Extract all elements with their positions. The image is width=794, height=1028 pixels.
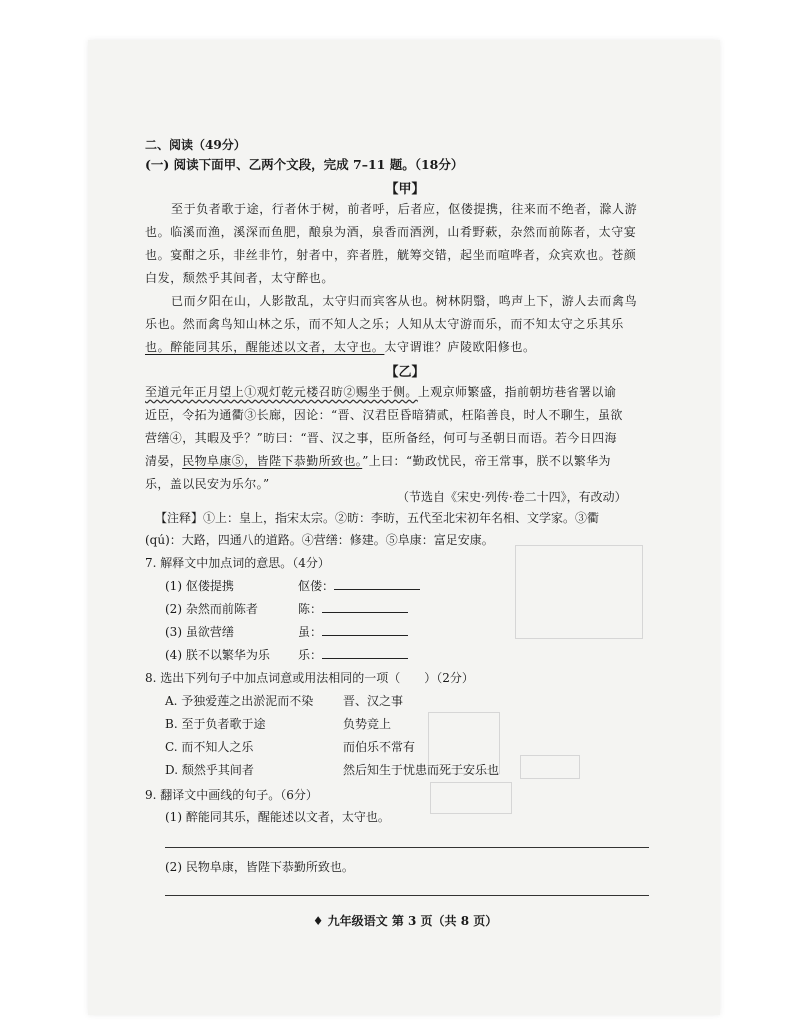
passage-jia-title: 【甲】: [385, 182, 425, 197]
passage-yi-line: 乐，盖以民安为乐尔。”: [145, 477, 270, 491]
passage-yi-line: [145, 384, 616, 400]
q9-sentence-2: (2) 民物阜康，皆陛下恭勤所致也。: [165, 860, 354, 874]
q9-stem: 9. 翻译文中画线的句子。（6分）: [145, 788, 318, 802]
passage-jia-line: 也。宴酣之乐，非丝非竹，射者中，弈者胜，觥筹交错，起坐而喧哗者，众宾欢也。苍颜: [145, 248, 637, 262]
q7-item: (2) 杂然而前陈者: [165, 602, 258, 616]
q7-item: (4) 朕不以繁华为乐: [165, 648, 270, 662]
bleed-through-box: [515, 545, 643, 639]
page-footer: ♦ 九年级语文 第 3 页（共 8 页）: [312, 914, 498, 928]
passage-jia-line: 至于负者歌于途，行者休于树，前者呼，后者应，伛偻提携，往来而不绝者，滁人游: [171, 202, 638, 216]
passage-jia-line: 已而夕阳在山，人影散乱，太守归而宾客从也。树林阴翳，鸣声上下，游人去而禽鸟: [171, 294, 638, 308]
q8-option-c-pair: 而伯乐不常有: [343, 740, 416, 754]
passage-jia-line: 乐也。然而禽鸟知山林之乐，而不知人之乐；人知从太守游而乐，而不知太守之乐其乐: [145, 317, 624, 331]
q8-option-b-pair: 负势竞上: [343, 717, 392, 731]
answer-blank[interactable]: [322, 648, 408, 659]
passage-text: 上观京师繁盛，指前朝坊巷省署以谕: [417, 385, 617, 399]
passage-jia-line: 白发，颓然乎其间者，太守醉也。: [145, 271, 335, 285]
q7-answer[interactable]: 乐：: [298, 647, 408, 663]
group-title: (一) 阅读下面甲、乙两个文段，完成 7–11 题。（18分）: [145, 157, 464, 172]
bleed-through-box: [520, 755, 580, 779]
notes-line: (qú)：大路，四通八的道路。④营缮：修建。⑤阜康：富足安康。: [145, 533, 494, 547]
q7-item: (3) 虽欲营缮: [165, 625, 234, 639]
answer-line[interactable]: [165, 895, 649, 896]
q9-sentence-1: (1) 醉能同其乐，醒能述以文者，太守也。: [165, 810, 390, 824]
underlined-sentence: 也。醉能同其乐，醒能述以文者，太守也。: [145, 340, 385, 354]
passage-yi-line: 营缮④，其暇及乎？”昉曰：“晋、汉之事，臣所备经，何可与圣朝日而语。若今日四海: [145, 431, 617, 445]
q7-answer[interactable]: 伛偻：: [298, 578, 420, 594]
q8-option-d-pair: 然后知生于忧患而死于安乐也: [343, 763, 500, 777]
wavy-underlined-sentence: 至道元年正月望上①观灯乾元楼召昉②赐坐于侧。: [145, 385, 418, 399]
underlined-sentence: 民物阜康⑤，皆陛下恭勤所致也。: [182, 454, 363, 468]
passage-jia-line: [145, 339, 536, 355]
q8-option-a-pair: 晋、汉之事: [343, 694, 404, 708]
passage-jia-line: 也。临溪而渔，溪深而鱼肥，酿泉为酒，泉香而酒洌，山肴野蔌，杂然而前陈者，太守宴: [145, 225, 637, 239]
q7-answer[interactable]: 陈：: [298, 601, 408, 617]
q8-stem: 8. 选出下列句子中加点词意或用法相同的一项（ ）（2分）: [145, 671, 474, 685]
passage-text: 太守谓谁？庐陵欧阳修也。: [384, 340, 536, 354]
passage-text: 清晏，: [145, 454, 183, 468]
answer-blank[interactable]: [322, 625, 408, 636]
passage-yi-line: [145, 453, 611, 469]
q7-item: (1) 伛偻提携: [165, 579, 234, 593]
answer-blank[interactable]: [334, 579, 420, 590]
q7-answer[interactable]: 虽：: [298, 624, 408, 640]
passage-yi-title: 【乙】: [385, 365, 425, 380]
q8-option-a[interactable]: A. 予独爱莲之出淤泥而不染: [165, 694, 314, 708]
notes-line: 【注释】①上：皇上，指宋太宗。②昉：李昉，五代至北宋初年名相、文学家。③衢: [155, 511, 600, 525]
source-citation: （节选自《宋史·列传·卷二十四》，有改动）: [397, 490, 627, 504]
section-title: 二、阅读（49分）: [145, 138, 246, 152]
q8-option-b[interactable]: B. 至于负者歌于途: [165, 717, 266, 731]
passage-yi-line: 近臣，令拓为通衢③长廊，因论：“晋、汉君臣昏暗猜贰，枉陷善良，时人不聊生，虽欲: [145, 408, 623, 422]
q7-stem: 7. 解释文中加点词的意思。（4分）: [145, 556, 330, 570]
answer-line[interactable]: [165, 847, 649, 848]
answer-blank[interactable]: [322, 602, 408, 613]
q8-option-d[interactable]: D. 颓然乎其间者: [165, 763, 254, 777]
bleed-through-box: [430, 782, 512, 814]
passage-text: ”上曰：“勤政忧民，帝王常事，朕不以繁华为: [362, 454, 611, 468]
q8-option-c[interactable]: C. 而不知人之乐: [165, 740, 254, 754]
